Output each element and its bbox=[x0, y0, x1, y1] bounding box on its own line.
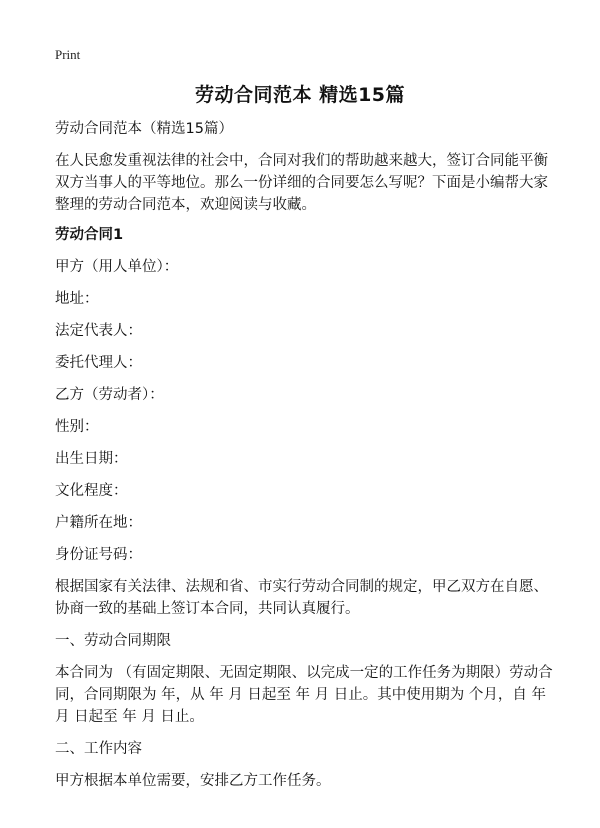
section-heading-contract-1: 劳动合同1 bbox=[55, 227, 124, 243]
field-id-number: 身份证号码： bbox=[55, 547, 142, 563]
heading-contract-term: 一、劳动合同期限 bbox=[55, 633, 171, 649]
print-link[interactable]: Print bbox=[55, 47, 81, 62]
field-authorized-agent: 委托代理人： bbox=[55, 355, 142, 371]
field-address: 地址： bbox=[55, 291, 99, 307]
field-education: 文化程度： bbox=[55, 483, 128, 499]
intro-paragraph: 在人民愈发重视法律的社会中，合同对我们的帮助越来越大，签订合同能平衡双方当事人的平等地位。那么一份详细的合同要怎么写呢？下面是小编帮大家整理的劳动合同范本，欢迎阅读与收藏。 bbox=[55, 153, 548, 213]
work-content-paragraph: 甲方根据本单位需要，安排乙方工作任务。 bbox=[55, 773, 331, 789]
heading-work-content: 二、工作内容 bbox=[55, 741, 142, 757]
document-title: 劳动合同范本 精选15篇 bbox=[194, 84, 406, 106]
field-legal-representative: 法定代表人： bbox=[55, 323, 142, 339]
field-gender: 性别： bbox=[55, 419, 99, 435]
field-party-b: 乙方（劳动者）： bbox=[55, 387, 164, 403]
document-subtitle: 劳动合同范本（精选15篇） bbox=[55, 121, 233, 137]
field-household-registration: 户籍所在地： bbox=[55, 515, 142, 531]
contract-term-paragraph: 本合同为 （有固定期限、无固定期限、以完成一定的工作任务为期限）劳动合同，合同期限为 年，从 年 月 日起至 年 月 日止。其中使用期为 个月，自 年 月 日起至 年 月 日止。 bbox=[55, 665, 553, 725]
document-body bbox=[55, 118, 555, 792]
field-party-a: 甲方（用人单位）： bbox=[55, 259, 179, 275]
clause-intro-paragraph: 根据国家有关法律、法规和省、市实行劳动合同制的规定，甲乙双方在自愿、协商一致的基础上签订本合同，共同认真履行。 bbox=[55, 579, 548, 617]
field-birth-date: 出生日期： bbox=[55, 451, 128, 467]
